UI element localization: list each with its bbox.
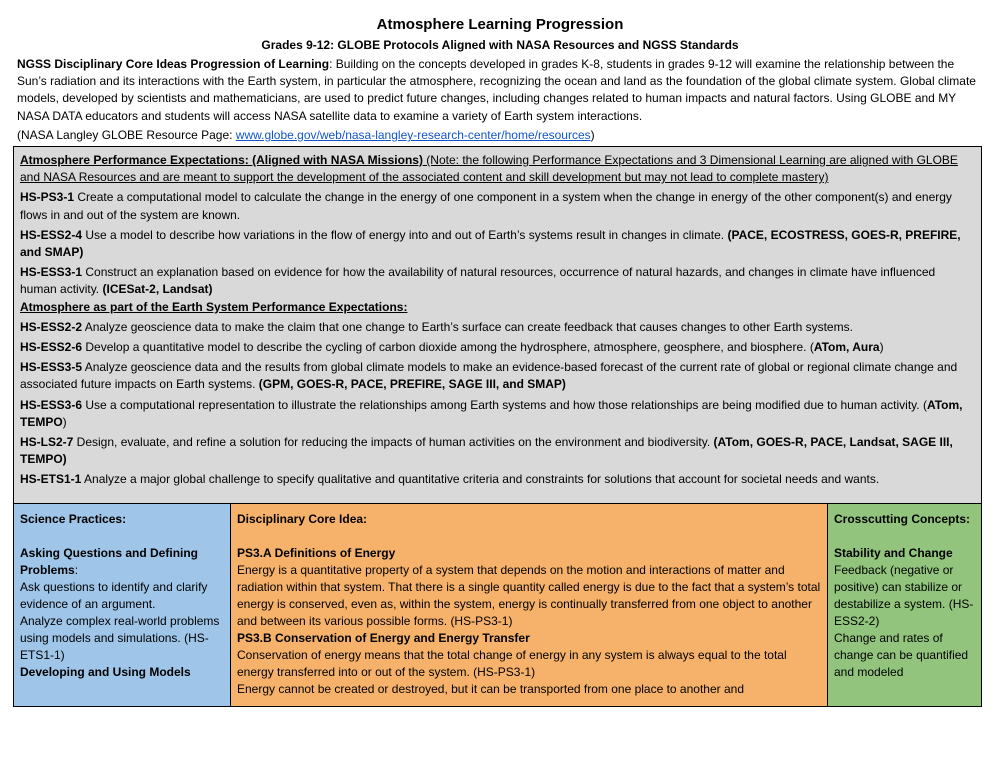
- performance-heading-2-title: Atmosphere as part of the Earth System Performance Expectations:: [20, 299, 408, 314]
- cc-sub-1: Stability and Change: [834, 546, 953, 560]
- pe-code: HS-ESS3-6: [20, 397, 83, 412]
- pe-missions: ATom, TEMPO: [20, 397, 963, 429]
- pe-item: [20, 189, 975, 223]
- pe-missions: ATom, Aura: [813, 340, 880, 355]
- page-subtitle: Grades 9-12: GLOBE Protocols Aligned with NASA Resources and NGSS Standards: [261, 38, 739, 52]
- pe-code: HS-ESS2-2: [20, 319, 83, 334]
- dci-heading: Disciplinary Core Idea:: [237, 512, 368, 526]
- performance-heading-note: (Note: the following Performance Expectations and 3 Dimensional Learning are aligned with GLOBE and NASA Resources and are meant to support the development of the associated content and skill development but may not lead to complete mastery): [20, 153, 958, 185]
- pe-code: HS-LS2-7: [20, 435, 74, 450]
- dci-sub-2: PS3.B Conservation of Energy and Energy Transfer: [237, 631, 530, 645]
- science-practices-heading: Science Practices:: [20, 512, 127, 526]
- pe-item: [20, 471, 975, 488]
- pe-text: Analyze geoscience data and the results from global climate models to make an evidence-based forecast of the current rate of global or regional climate change and associated future impacts on Earth systems.: [20, 360, 958, 392]
- pe-text: Analyze a major global challenge to specify qualitative and quantitative criteria and constraints for solutions that account for societal needs and wants.: [81, 472, 880, 487]
- page-title: Atmosphere Learning Progression: [376, 16, 624, 33]
- pe-item: [20, 397, 975, 431]
- pe-text: Construct an explanation based on evidence for how the availability of natural resources, occurrence of natural hazards, and changes in climate have influenced human activity.: [20, 265, 936, 297]
- cc-text-1: Feedback (negative or positive) can stabilize or destabilize a system. (HS-ESS2-2): [834, 563, 974, 628]
- pe-code: HS-PS3-1: [20, 190, 75, 205]
- resource-link[interactable]: www.globe.gov/web/nasa-langley-research-center/home/resources: [235, 128, 591, 142]
- performance-heading: [20, 152, 975, 186]
- pe-code: HS-ESS2-4: [20, 227, 83, 242]
- science-practice-sub-1: [20, 545, 224, 579]
- pe-missions: (GPM, GOES-R, PACE, PREFIRE, SAGE III, and SMAP): [258, 377, 566, 392]
- pe-missions: (ATom, GOES-R, PACE, Landsat, SAGE III, TEMPO): [20, 435, 953, 467]
- pe-text: Analyze geoscience data to make the claim that one change to Earth’s surface can create feedback that causes changes to other Earth systems.: [82, 319, 853, 334]
- sp-sub1-colon: :: [74, 563, 79, 577]
- resource-prefix: (NASA Langley GLOBE Resource Page:: [17, 128, 236, 142]
- sp-text-1: Ask questions to identify and clarify evidence of an argument.: [20, 580, 208, 611]
- pe-code: HS-ESS3-5: [20, 360, 83, 375]
- pe-missions: (PACE, ECOSTRESS, GOES-R, PREFIRE, and SMAP): [20, 227, 961, 260]
- intro-label: NGSS Disciplinary Core Ideas Progression of Learning: [17, 57, 330, 71]
- cc-text-2: Change and rates of change can be quantified and modeled: [834, 631, 969, 679]
- pe-text: Use a model to describe how variations in the flow of energy into and out of Earth’s systems result in changes in climate.: [82, 227, 728, 242]
- pe-item: [20, 264, 975, 298]
- dci-text-1: Energy is a quantitative property of a system that depends on the motion and interactions of matter and radiation within that system. That there is a single quantity called energy is due to the fact that a system’s total energy is conserved, even as, within the system, energy is continually transferred from one object to another and between its various possible forms. (HS-PS3-1): [237, 563, 821, 628]
- pe-text: Develop a quantitative model to describe the cycling of carbon dioxide among the hydrosphere, atmosphere, geosphere, and biosphere. (: [82, 340, 814, 355]
- pe-code: HS-ESS3-1: [20, 265, 83, 280]
- dci-sub-1: PS3.A Definitions of Energy: [237, 546, 396, 560]
- dci-text-3: Energy cannot be created or destroyed, but it can be transported from one place to another and: [237, 682, 744, 696]
- sp-sub1-title: Asking Questions and Defining Problems: [20, 546, 199, 577]
- pe-text: Use a computational representation to illustrate the relationships among Earth systems and how those relationships are being modified due to human activity. (: [82, 397, 927, 412]
- pe-missions: (ICESat-2, Landsat): [102, 282, 213, 297]
- performance-heading-2: [20, 299, 975, 316]
- pe-item: [20, 339, 975, 356]
- dci-text-2: Conservation of energy means that the total change of energy in any system is always equal to the total energy transferred into or out of the system. (HS-PS3-1): [237, 648, 787, 679]
- resource-suffix: ): [590, 128, 595, 142]
- pe-text: Design, evaluate, and refine a solution for reducing the impacts of human activities on the environment and biodiversity.: [73, 435, 714, 450]
- science-practices-column: [14, 504, 231, 706]
- sp-text-2: Analyze complex real-world problems using models and simulations. (HS-ETS1-1): [20, 614, 220, 662]
- pe-item: [20, 434, 975, 468]
- pe-code: HS-ESS2-6: [20, 340, 83, 355]
- pe-code: HS-ETS1-1: [20, 472, 82, 487]
- intro-text: : Building on the concepts developed in grades K-8, students in grades 9-12 will examine the relationship between the Sun’s radiation and its interactions with the Earth system, in particular the atmosphere, recognizing the ocean and land as the foundation of the global climate system. Global climate models, developed by scientists and mathematicians, are used to predict future changes, including changes related to human impacts and natural factors. Using GLOBE and MY NASA DATA educators and students will access NASA satellite data to examine a variety of Earth system interactions.: [17, 57, 976, 123]
- pe-item: [20, 227, 975, 261]
- performance-heading-title: Atmosphere Performance Expectations: (Aligned with NASA Missions): [20, 153, 423, 167]
- cc-heading: Crosscutting Concepts:: [834, 512, 971, 526]
- crosscutting-concepts-column: [828, 504, 981, 706]
- pe-tail: ): [879, 340, 884, 355]
- pe-item: [20, 359, 975, 393]
- resource-line: [17, 127, 595, 144]
- science-practice-sub-2: Developing and Using Models: [20, 665, 191, 679]
- pe-item: [20, 319, 975, 336]
- intro-paragraph: [17, 56, 983, 125]
- pe-text: Create a computational model to calculate the change in the energy of one component in a system when the change in energy of the other component(s) and energy flows in and out of the system are known.: [20, 190, 952, 222]
- performance-expectations-box: [13, 146, 982, 504]
- three-dimension-columns: [13, 504, 982, 707]
- pe-tail: ): [62, 414, 67, 429]
- disciplinary-core-idea-column: [231, 504, 828, 706]
